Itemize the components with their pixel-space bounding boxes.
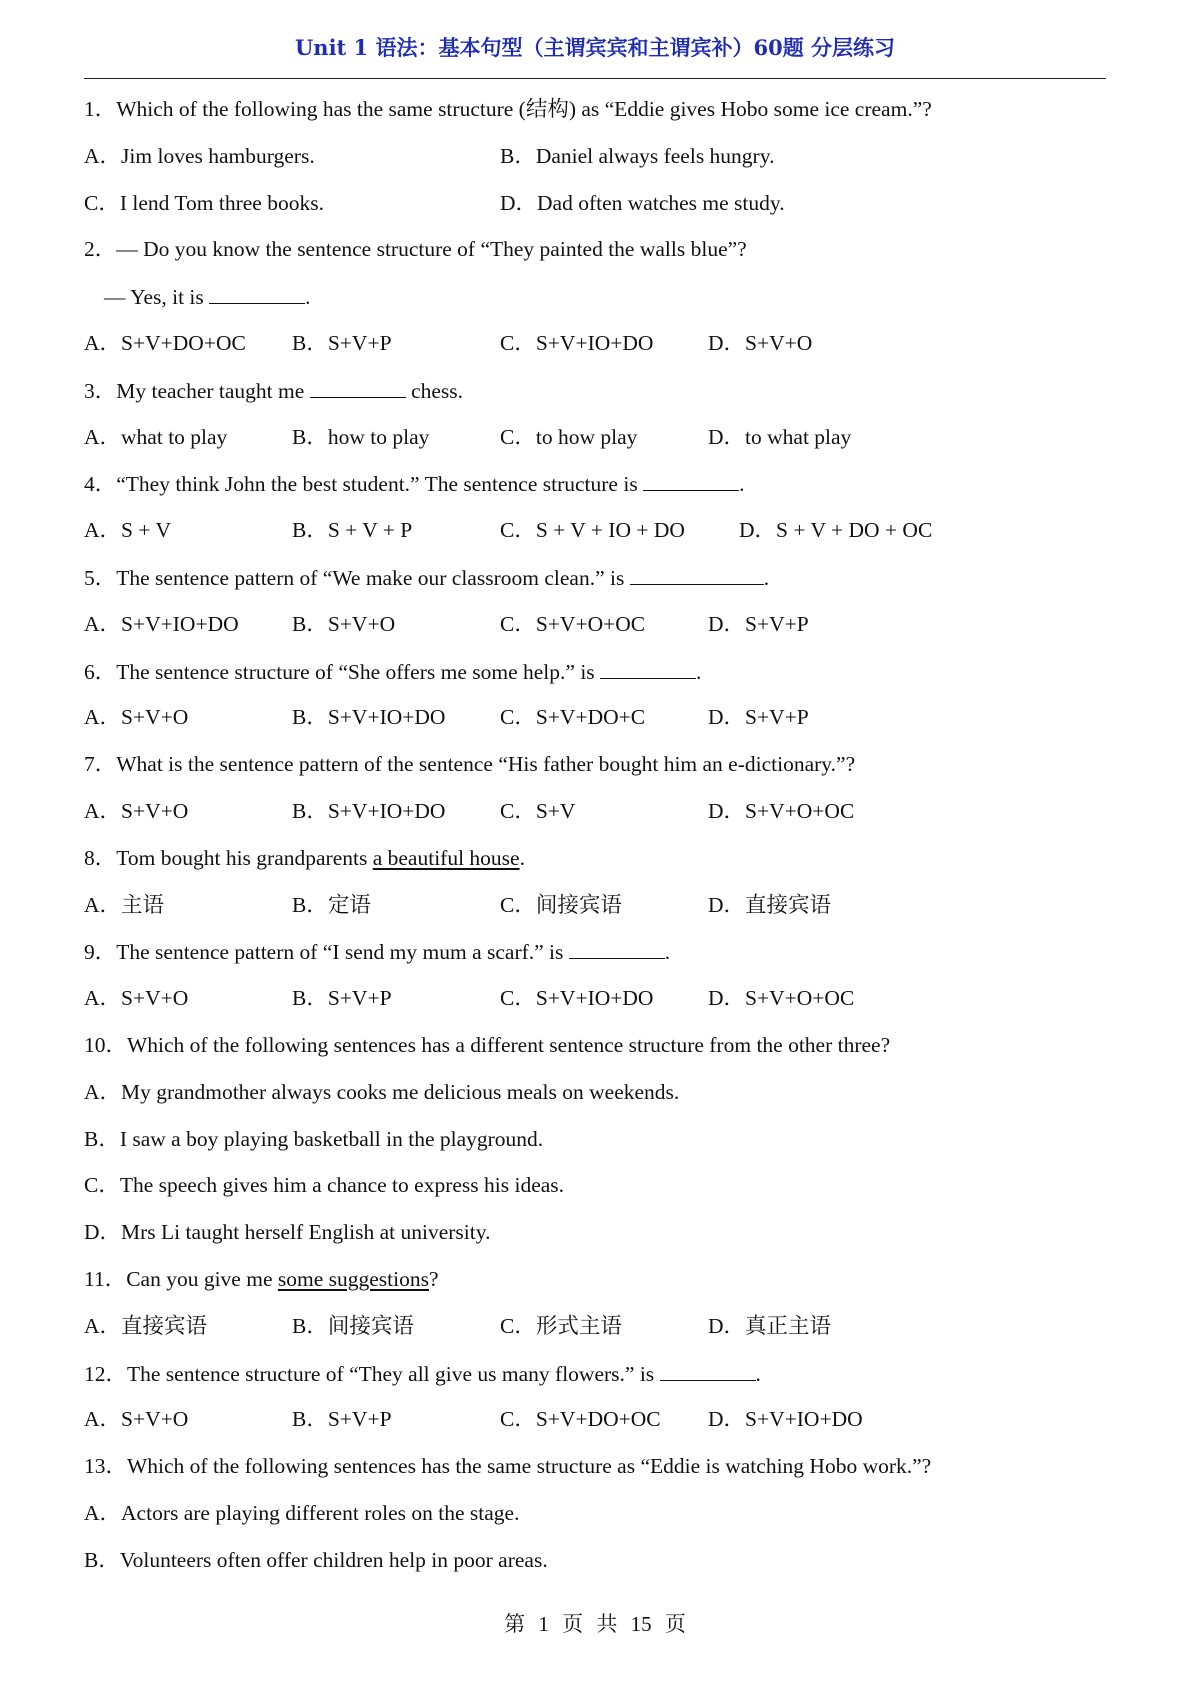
stem-text: 12．The sentence structure of “They all give us many flowers.” is [84, 1361, 660, 1386]
question-11-options [84, 1309, 1106, 1356]
option-a[interactable]: A．Actors are playing different roles on the stage. [84, 1500, 520, 1525]
option-d[interactable]: D．to what play [708, 424, 852, 449]
option-d[interactable]: D．S+V+IO+DO [708, 1407, 863, 1432]
header-divider [84, 78, 1106, 79]
option-c[interactable]: C．S+V+DO+C [500, 705, 646, 730]
option-a[interactable]: A．S+V+IO+DO [84, 611, 239, 636]
option-c[interactable]: C．S+V+IO+DO [500, 986, 654, 1011]
option-b[interactable]: B．间接宾语 [292, 1313, 414, 1338]
option-a[interactable]: A．what to play [84, 424, 228, 449]
page-title: Unit 1 语法：基本句型（主谓宾宾和主谓宾补）60题 分层练习 [294, 35, 896, 60]
stem-text-end: . [739, 472, 745, 497]
option-d[interactable]: D．S + V + DO + OC [739, 518, 933, 543]
option-b[interactable]: B．S+V+O [292, 611, 396, 636]
answer-blank[interactable] [600, 654, 696, 679]
option-c[interactable]: C．S+V+O+OC [500, 611, 646, 636]
stem-text-end: chess. [405, 378, 464, 403]
option-b[interactable]: B．Volunteers often offer children help in poor areas. [84, 1547, 548, 1572]
reply-text: — Yes, it is [104, 285, 210, 310]
question-4-stem [84, 466, 1106, 513]
question-1-stem: 1．Which of the following has the same structure (结构) as “Eddie gives Hobo some ice cream.”? [84, 97, 932, 121]
option-d[interactable]: D．直接宾语 [708, 892, 832, 917]
option-b[interactable]: B．S + V + P [292, 518, 413, 543]
question-9-stem [84, 934, 1106, 981]
option-d[interactable]: D．S+V+O+OC [708, 798, 855, 823]
question-3-options [84, 420, 1106, 467]
question-2-reply [84, 279, 1106, 326]
question-5-options [84, 607, 1106, 654]
option-c[interactable]: C．形式主语 [500, 1313, 622, 1338]
stem-text: 11．Can you give me [84, 1266, 278, 1291]
stem-text-end: . [755, 1361, 761, 1386]
option-b[interactable]: B．定语 [292, 892, 371, 917]
stem-text: 6．The sentence structure of “She offers me some help.” is [84, 659, 601, 684]
question-7-stem: 7．What is the sentence pattern of the sentence “His father bought him an e-dictionary.”? [84, 752, 856, 777]
stem-text-end: . [763, 565, 770, 590]
stem-text-end: . [519, 845, 525, 870]
question-11-stem [84, 1262, 1106, 1309]
answer-blank[interactable] [643, 466, 739, 491]
option-b[interactable]: B．S+V+P [292, 330, 392, 355]
stem-text: 5．The sentence pattern of “We make our classroom clean.” is [84, 565, 630, 590]
option-c[interactable]: C．S+V+DO+OC [500, 1407, 661, 1432]
question-1-options-row-1 [84, 139, 1106, 186]
option-c[interactable]: C．S+V+IO+DO [500, 330, 654, 355]
question-12-options [84, 1402, 1106, 1449]
option-d[interactable]: D．真正主语 [708, 1313, 832, 1338]
option-c[interactable]: C．to how play [500, 424, 638, 449]
question-2-stem: 2．— Do you know the sentence structure of “They painted the walls blue”? [84, 237, 747, 262]
answer-blank[interactable] [569, 934, 665, 959]
stem-text: 3．My teacher taught me [84, 378, 310, 403]
option-a[interactable]: A．S+V+O [84, 798, 189, 823]
option-b[interactable]: B．how to play [292, 424, 430, 449]
question-12-stem [84, 1356, 1106, 1403]
question-8-options [84, 888, 1106, 935]
option-b[interactable]: B．I saw a boy playing basketball in the playground. [84, 1126, 544, 1151]
option-d[interactable]: D．Mrs Li taught herself English at university. [84, 1220, 491, 1245]
option-b[interactable]: B．Daniel always feels hungry. [500, 143, 775, 168]
option-d[interactable]: D．S+V+O [708, 330, 813, 355]
stem-text: 9．The sentence pattern of “I send my mum a scarf.” is [84, 940, 569, 965]
option-a[interactable]: A．S+V+O [84, 1407, 189, 1432]
stem-text-end: . [664, 940, 671, 965]
question-2-options [84, 326, 1106, 373]
question-5-stem [84, 560, 1106, 607]
option-c[interactable]: C．The speech gives him a chance to express his ideas. [84, 1173, 565, 1198]
reply-end: . [305, 285, 311, 310]
option-d[interactable]: D．S+V+P [708, 611, 809, 636]
question-8-stem [84, 841, 1106, 888]
question-10-stem: 10．Which of the following sentences has a different sentence structure from the other three? [84, 1032, 891, 1057]
option-d[interactable]: D．S+V+O+OC [708, 986, 855, 1011]
answer-blank[interactable] [660, 1356, 756, 1381]
option-a[interactable]: A．主语 [84, 892, 165, 917]
question-1-options-row-2 [84, 186, 1106, 233]
option-a[interactable]: A．S+V+O [84, 986, 189, 1011]
option-c[interactable]: C．I lend Tom three books. [84, 190, 324, 215]
option-b[interactable]: B．S+V+IO+DO [292, 798, 446, 823]
stem-text-end: . [696, 659, 702, 684]
page-number: 第 1 页 共 15 页 [504, 1612, 686, 1636]
option-a[interactable]: A．Jim loves hamburgers. [84, 143, 315, 168]
option-c[interactable]: C．S+V [500, 798, 576, 823]
option-a[interactable]: A．S+V+O [84, 705, 189, 730]
question-13-stem: 13．Which of the following sentences has the same structure as “Eddie is watching Hobo work.”? [84, 1454, 932, 1479]
option-d[interactable]: D．Dad often watches me study. [500, 190, 785, 215]
stem-text: 8．Tom bought his grandparents [84, 845, 373, 870]
option-c[interactable]: C．S + V + IO + DO [500, 518, 685, 543]
answer-blank[interactable] [630, 560, 764, 585]
underlined-phrase: a beautiful house [372, 845, 520, 870]
question-9-options [84, 981, 1106, 1028]
option-a[interactable]: A．S + V [84, 518, 171, 543]
question-6-options [84, 700, 1106, 747]
answer-blank[interactable] [209, 279, 305, 304]
option-b[interactable]: B．S+V+IO+DO [292, 705, 446, 730]
option-a[interactable]: A．S+V+DO+OC [84, 330, 246, 355]
question-list [84, 92, 1106, 1590]
stem-text-end: ? [428, 1266, 439, 1291]
question-7-options [84, 794, 1106, 841]
option-b[interactable]: B．S+V+P [292, 1407, 392, 1432]
underlined-phrase: some suggestions [277, 1266, 429, 1291]
stem-text: 4．“They think John the best student.” The sentence structure is [84, 472, 644, 497]
question-4-options [84, 513, 1106, 560]
question-6-stem [84, 654, 1106, 701]
answer-blank[interactable] [310, 373, 406, 398]
option-a[interactable]: A．直接宾语 [84, 1313, 208, 1338]
option-b[interactable]: B．S+V+P [292, 986, 392, 1011]
question-3-stem [84, 373, 1106, 420]
option-a[interactable]: A．My grandmother always cooks me delicious meals on weekends. [84, 1079, 680, 1104]
option-d[interactable]: D．S+V+P [708, 705, 809, 730]
option-c[interactable]: C．间接宾语 [500, 892, 622, 917]
